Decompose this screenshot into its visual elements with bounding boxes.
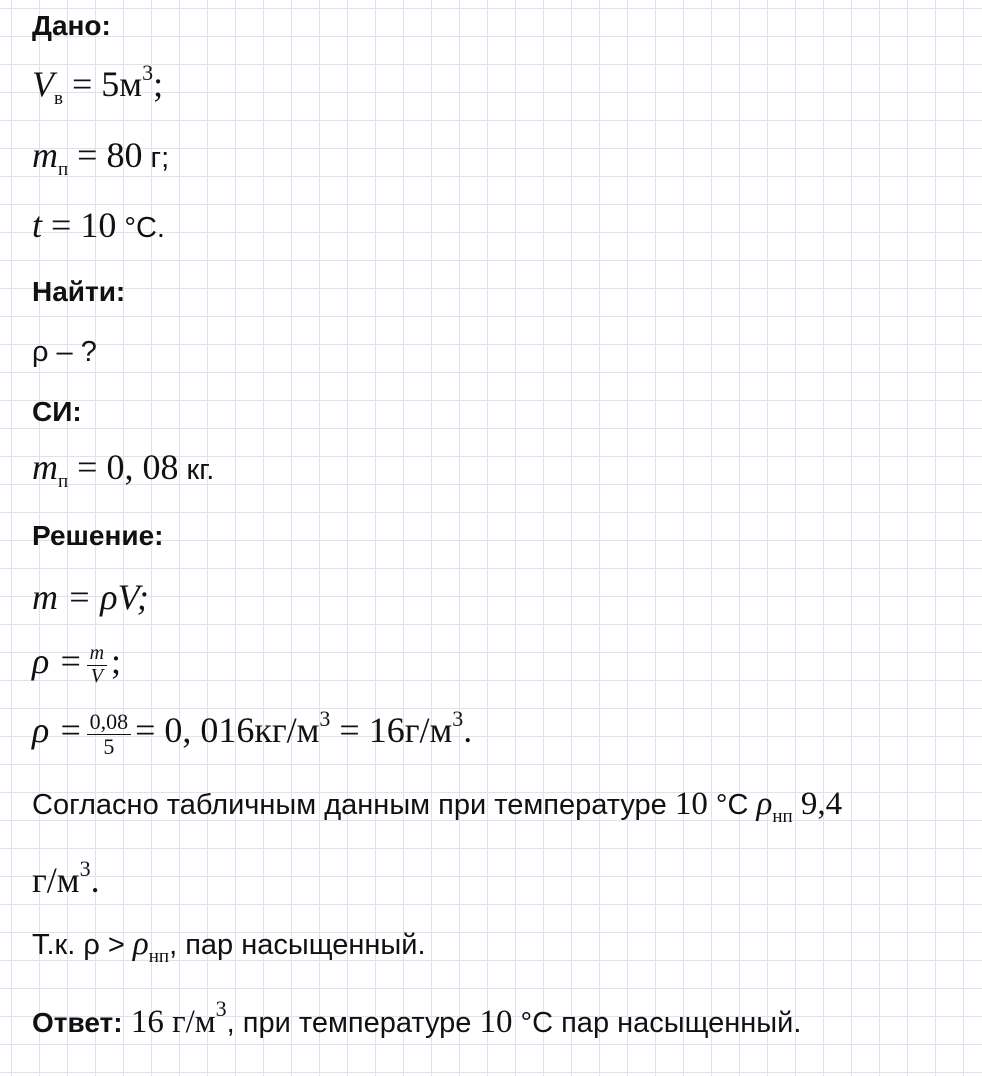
since-rho: ρ	[132, 926, 149, 962]
table-statement	[32, 786, 842, 828]
si-mass	[32, 446, 214, 493]
table-unit-line	[32, 856, 100, 901]
table-rho-subscript: нп	[772, 806, 793, 827]
table-value: 9,4	[792, 786, 843, 822]
mass-subscript: п	[58, 159, 69, 180]
formula-density-calc	[32, 706, 472, 758]
find-text: ρ – ?	[32, 336, 97, 368]
si-mass-unit: кг.	[178, 454, 215, 486]
fraction-numerator: m	[87, 643, 107, 666]
answer-text-1: , при температуре	[226, 1007, 480, 1039]
calc-denominator: 5	[103, 733, 115, 759]
answer-text-2: °C пар насыщенный.	[512, 1007, 802, 1039]
table-unit-end: .	[90, 860, 100, 900]
since-prefix: Т.к. ρ >	[32, 929, 133, 961]
table-unit-exp: 3	[79, 856, 91, 881]
answer-label: Ответ:	[32, 1007, 123, 1038]
mass-symbol: m	[32, 135, 58, 175]
fraction-denominator: V	[90, 664, 103, 687]
calc-exp-1: 3	[319, 706, 331, 731]
table-temp-unit: °C	[707, 789, 757, 821]
given-mass	[32, 134, 169, 181]
find-heading: Найти:	[32, 276, 126, 307]
volume-exponent: 3	[142, 60, 154, 85]
temp-value: = 10	[51, 205, 117, 245]
given-heading: Дано:	[32, 10, 111, 41]
table-unit: г/м	[32, 860, 80, 900]
answer-line	[32, 996, 801, 1041]
calc-exp-2: 3	[452, 706, 464, 731]
given-volume	[32, 60, 163, 110]
volume-symbol: V	[32, 64, 54, 104]
table-rho: ρ	[756, 786, 773, 822]
table-temp-value: 10	[674, 786, 708, 822]
since-statement	[32, 926, 426, 968]
table-text: Согласно табличным данным при температуре	[32, 789, 675, 821]
fraction-0-08-over-5	[87, 710, 132, 758]
given-temp	[32, 204, 165, 246]
si-mass-value: = 0, 08	[77, 447, 179, 487]
formula-density-lhs: ρ =	[32, 641, 83, 681]
answer-temp-value: 10	[479, 1004, 513, 1040]
si-heading: СИ:	[32, 396, 82, 427]
fraction-m-over-v	[87, 643, 107, 687]
volume-subscript: в	[54, 88, 63, 109]
volume-end: ;	[153, 64, 164, 104]
since-rho-subscript: нп	[148, 946, 170, 967]
temp-unit: °C.	[116, 212, 165, 244]
mass-value: = 80	[77, 135, 143, 175]
solution-heading: Решение:	[32, 520, 164, 551]
formula-density	[32, 640, 121, 687]
calc-end: .	[463, 710, 473, 750]
since-suffix: , пар насыщенный.	[169, 929, 426, 961]
calc-result-g: = 16г/м	[330, 710, 453, 750]
temp-symbol: t	[32, 205, 43, 245]
si-mass-symbol: m	[32, 447, 58, 487]
formula-mass-density: m = ρV;	[32, 577, 149, 617]
mass-unit: г;	[142, 142, 170, 174]
volume-value: = 5м	[71, 64, 143, 104]
calc-numerator: 0,08	[87, 710, 132, 735]
answer-exp: 3	[215, 996, 227, 1021]
formula-density-end: ;	[111, 641, 122, 681]
si-mass-subscript: п	[58, 471, 69, 492]
calc-result-kg: = 0, 016кг/м	[135, 710, 320, 750]
calc-lhs: ρ =	[32, 710, 83, 750]
answer-value: 16 г/м	[122, 1004, 216, 1040]
